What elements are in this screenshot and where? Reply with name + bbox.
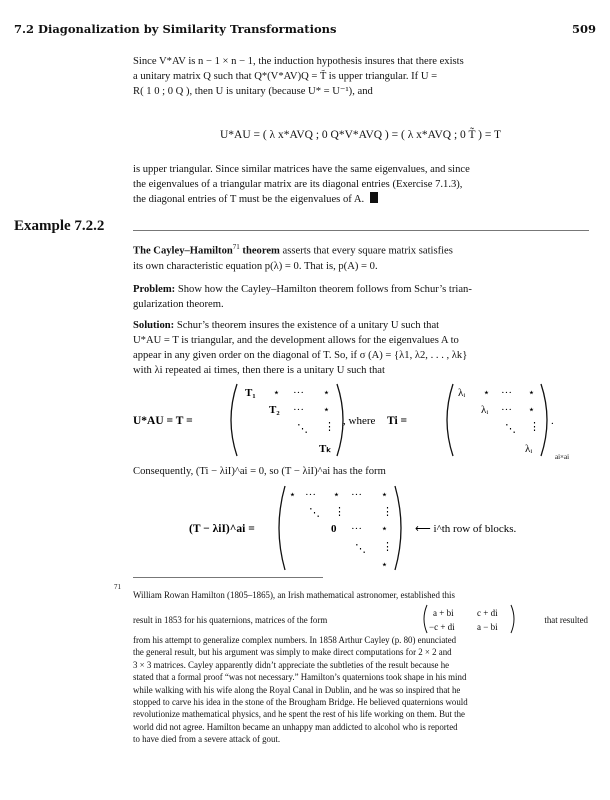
matrix-entry: ⋮: [334, 506, 345, 518]
solution-line-1: [133, 318, 588, 333]
right-paren: [511, 605, 514, 633]
footnote-line: William Rowan Hamilton (1805–1865), an Irish mathematical astronomer, established this: [133, 590, 455, 600]
matrix-entry: ⋮: [382, 541, 393, 553]
left-paren: [279, 486, 285, 570]
matrix-entry: ⋮: [529, 421, 540, 433]
matrix-entry: c + di: [477, 608, 498, 618]
footnote-line: stopped to carve his idea in the stone of the Brougham Bridge. He believed quaternions would: [133, 697, 468, 708]
footnote-rule: [133, 577, 323, 578]
theorem-name: The Cayley–Hamilton: [133, 245, 233, 257]
matrix-entry: ⋆: [323, 404, 330, 416]
proof-line: is upper triangular. Since similar matrices have the same eigenvalues, and since: [133, 164, 470, 175]
matrix-entry: λᵢ: [525, 443, 533, 455]
solution-line-3: appear in any given order on the diagonal of T. So, if σ (A) = {λ1, λ2, . . . , λk}: [133, 350, 468, 361]
matrix-entry: ···: [305, 489, 316, 501]
matrix-entry: ⋆: [381, 523, 388, 535]
solution-label: Solution:: [133, 320, 175, 331]
matrix-entry: ⋆: [381, 489, 388, 501]
eq2-ti: Ti =: [387, 415, 408, 427]
matrix-entry: 0: [331, 523, 337, 535]
problem-label: Problem:: [133, 284, 176, 295]
footnote-text: result in 1853 for his quaternions, matrices of the form: [133, 615, 328, 625]
matrix-entry: ⋆: [483, 387, 490, 399]
matrix-entry: λᵢ: [458, 387, 466, 399]
consequently-line: Consequently, (Ti − λiI)^ai = 0, so (T − λiI)^ai has the form: [133, 466, 386, 477]
footnote-line-with-matrix: [133, 604, 588, 632]
matrix-entry: ⋱: [355, 543, 366, 555]
matrix-entry: ⋱: [505, 423, 516, 435]
problem-line-2: gularization theorem.: [133, 299, 224, 310]
matrix-entry: ···: [293, 387, 304, 399]
footnote-body: [133, 634, 588, 746]
matrix-entry: a + bi: [433, 608, 454, 618]
matrix-entry: ···: [501, 387, 512, 399]
proof-line-text: the diagonal entries of T must be the eigenvalues of A.: [133, 194, 365, 205]
section-title: 7.2 Diagonalization by Similarity Transformations: [14, 22, 337, 36]
footnote-text: that resulted: [544, 615, 588, 625]
proof-line: the eigenvalues of a triangular matrix are its diagonal entries (Exercise 7.1.3),: [133, 179, 463, 190]
matrix-entry: ···: [293, 404, 304, 416]
matrix-entry: ⋱: [309, 507, 320, 519]
block-row-equation: [133, 482, 593, 574]
left-paren: [447, 384, 453, 456]
proof-line: [133, 192, 588, 207]
block-diagonal-equation: [133, 380, 593, 460]
example-label: Example 7.2.2: [14, 218, 105, 234]
proof-line: a unitary matrix Q such that Q*(V*AV)Q = T̃ is upper triangular. If U =: [133, 71, 438, 82]
footnote-line: from his attempt to generalize complex numbers. In 1858 Arthur Cayley (p. 80) enunciated: [133, 635, 457, 645]
footnote-ref: 71: [232, 243, 240, 251]
left-paren: [424, 605, 427, 633]
matrix-entry: ⋮: [382, 506, 393, 518]
matrix-entry: ⋆: [323, 387, 330, 399]
footnote-line: world did not agree. Hamilton became an unhappy man addicted to alcohol who is reported: [133, 721, 458, 732]
matrix-entry: ⋆: [289, 489, 296, 501]
footnote-line: 3 × 3 matrices. Cayley apparently didn’t appreciate the subtleties of the result because he: [133, 659, 450, 670]
proof-paragraph-1: [133, 54, 588, 99]
matrix-entry: ···: [501, 404, 512, 416]
theorem-word: theorem: [242, 245, 280, 257]
period: .: [551, 415, 554, 427]
proof-equation: U*AU = ( λ x*AVQ ; 0 Q*V*AVQ ) = ( λ x*AVQ ; 0 T̃ ) = T: [219, 129, 502, 141]
matrix-entry: T₂: [269, 404, 280, 416]
footnote-line: the general result, but his argument was simply to make direct computations for 2 × 2 and: [133, 647, 452, 658]
matrix-entry: a − bi: [477, 622, 498, 632]
problem-text: Show how the Cayley–Hamilton theorem follows from Schur’s trian-: [177, 284, 472, 295]
example-rule: [133, 230, 589, 231]
eq3-lhs: (T − λiI)^ai =: [189, 523, 255, 535]
footnote-line: to have died from a severe attack of gout.: [133, 734, 281, 745]
matrix-entry: ⋆: [381, 559, 388, 571]
matrix-entry: ⋆: [333, 489, 340, 501]
solution-block: [133, 318, 588, 378]
proof-line: Since V*AV is n − 1 × n − 1, the induction hypothesis insures that there exists: [133, 56, 464, 67]
intro-line-2: its own characteristic equation p(λ) = 0. That is, p(A) = 0.: [133, 260, 378, 272]
footnote-line: stated that a formal proof “was not necessary.” Hamilton’s quaternions took shape in his mind: [133, 672, 467, 683]
matrix-entry: ⋆: [273, 387, 280, 399]
intro-rest: asserts that every square matrix satisfies: [282, 245, 453, 257]
matrix-entry: Tₖ: [319, 443, 332, 455]
running-header: [14, 22, 596, 38]
block-size: ai×ai: [555, 453, 570, 460]
matrix-entry: ⋮: [324, 421, 335, 433]
matrix-entry: ···: [351, 523, 362, 535]
footnote-line: revolutionize mathematical physics, and he spent the rest of his life working on them. But the: [133, 709, 465, 720]
problem-line-1: [133, 282, 588, 297]
matrix-entry: −c + di: [429, 622, 455, 632]
matrix-entry: ⋆: [528, 387, 535, 399]
matrix-entry: λᵢ: [481, 404, 489, 416]
eq3-note: ⟵ i^th row of blocks.: [415, 523, 517, 535]
solution-text: Schur’s theorem insures the existence of a unitary U such that: [176, 320, 440, 331]
intro-line-1: [133, 240, 588, 259]
solution-line-2: U*AU = T is triangular, and the development allows for the eigenvalues A to: [133, 335, 459, 346]
proof-line: R( 1 0 ; 0 Q ), then U is unitary (because U* = U⁻¹), and: [133, 86, 373, 97]
right-paren: [541, 384, 547, 456]
solution-line-4: with λi repeated ai times, then there is a unitary U such that: [133, 365, 385, 376]
matrix-entry: ⋱: [297, 423, 308, 435]
quaternion-matrix: [421, 604, 517, 634]
problem-block: [133, 282, 588, 312]
matrix-entry: ⋆: [528, 404, 535, 416]
matrix-entry: ···: [351, 489, 362, 501]
eq2-lhs: U*AU = T =: [133, 415, 193, 427]
qed-square-icon: [370, 192, 378, 203]
left-paren: [231, 384, 237, 456]
page-number: 509: [571, 22, 596, 36]
eq2-where: , where: [343, 415, 376, 427]
footnote-line: while walking with his wife along the Royal Canal in Dublin, and he was so inspired that he: [133, 684, 461, 695]
matrix-entry: T₁: [245, 387, 256, 399]
example-intro: [133, 240, 588, 274]
right-paren: [395, 486, 401, 570]
footnote-mark: 71: [114, 583, 121, 591]
proof-paragraph-2: [133, 162, 588, 207]
